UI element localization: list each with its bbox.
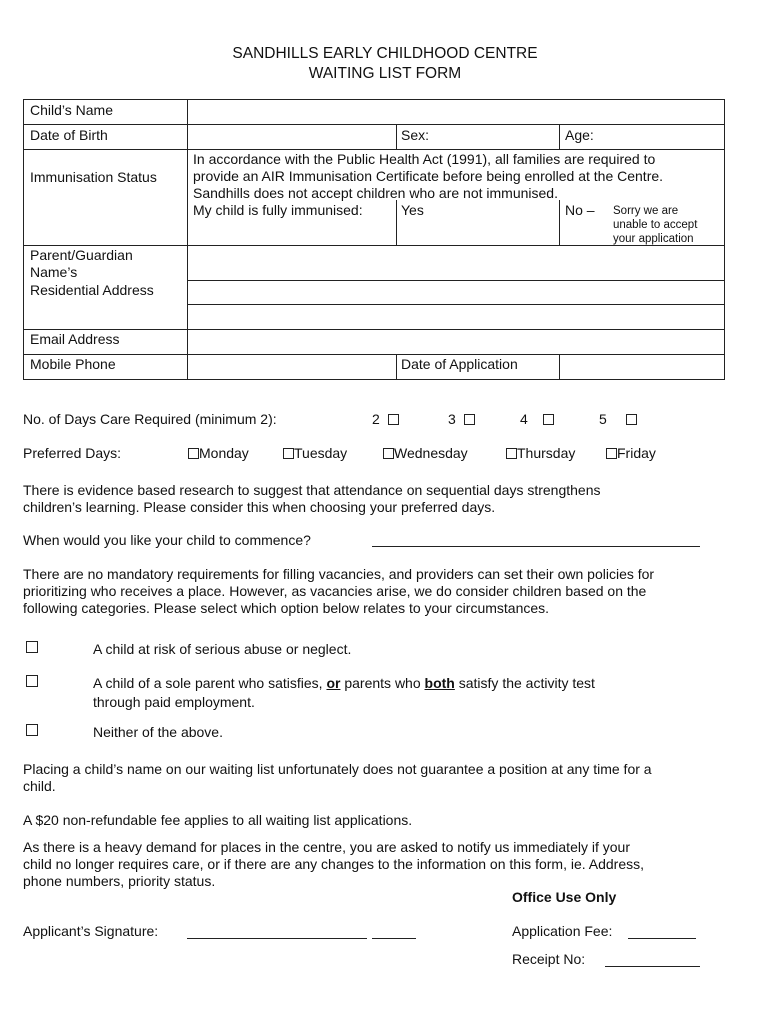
- sex-label: Sex:: [401, 127, 430, 143]
- sorry-text-3: your application: [613, 233, 694, 245]
- checkbox-icon: [388, 414, 399, 425]
- date-of-birth-label: Date of Birth: [30, 127, 108, 143]
- age-label: Age:: [565, 127, 594, 143]
- mobile-phone-field[interactable]: [188, 355, 396, 379]
- immunised-yes-option[interactable]: Yes: [401, 202, 424, 218]
- category-2-checkbox[interactable]: [26, 673, 38, 689]
- vacancies-text-line-2: prioritizing who receives a place. However, as vacancies arise, we do consider children based on the: [23, 583, 647, 599]
- immunisation-text-1: In accordance with the Public Health Act (1991), all families are required to: [193, 151, 656, 167]
- fully-immunised-label: My child is fully immunised:: [193, 202, 363, 218]
- category-2-label: A child of a sole parent who satisfies, or parents who both satisfy the activity test: [93, 675, 595, 691]
- demand-text-line-3: phone numbers, priority status.: [23, 873, 216, 889]
- parent-guardian-label-1: Parent/Guardian: [30, 247, 133, 263]
- checkbox-icon: [26, 641, 38, 653]
- receipt-no-label: Receipt No:: [512, 951, 586, 967]
- residential-address-label: Residential Address: [30, 282, 154, 298]
- preferred-day-thursday[interactable]: Thursday: [506, 445, 575, 461]
- immunisation-text-3: Sandhills does not accept children who are not immunised.: [193, 185, 558, 201]
- days-option-2[interactable]: 2: [372, 411, 399, 427]
- days-option-3[interactable]: 3: [448, 411, 475, 427]
- signature-date-field[interactable]: [372, 922, 416, 939]
- vacancies-text-line-1: There are no mandatory requirements for filling vacancies, and providers can set their own policies for: [23, 566, 655, 582]
- checkbox-icon: [506, 448, 517, 459]
- immunisation-text-2: provide an AIR Immunisation Certificate before being enrolled at the Centre.: [193, 168, 664, 184]
- checkbox-icon: [383, 448, 394, 459]
- days-care-label: No. of Days Care Required (minimum 2):: [23, 411, 277, 427]
- application-fee-field[interactable]: [628, 922, 696, 939]
- guarantee-text-line-2: child.: [23, 778, 56, 794]
- residential-address-field[interactable]: [188, 281, 724, 329]
- preferred-day-tuesday[interactable]: Tuesday: [283, 445, 347, 461]
- days-option-4[interactable]: 4: [520, 411, 554, 427]
- checkbox-icon: [543, 414, 554, 425]
- sorry-text-1: Sorry we are: [613, 205, 679, 217]
- preferred-day-wednesday[interactable]: Wednesday: [383, 445, 468, 461]
- days-option-5[interactable]: 5: [599, 411, 637, 427]
- form-title-line-2: WAITING LIST FORM: [308, 65, 462, 82]
- emphasis-both: both: [424, 675, 455, 691]
- sorry-text-2: unable to accept: [613, 219, 698, 231]
- demand-text-line-2: child no longer requires care, or if there are any changes to the information on this form, ie. Address,: [23, 856, 644, 872]
- preferred-day-monday[interactable]: Monday: [188, 445, 249, 461]
- signature-field[interactable]: [187, 922, 367, 939]
- signature-label: Applicant’s Signature:: [23, 923, 159, 939]
- immunised-no-option[interactable]: No –: [565, 202, 595, 218]
- parent-guardian-field[interactable]: [188, 246, 724, 280]
- checkbox-icon: [464, 414, 475, 425]
- emphasis-or: or: [326, 675, 341, 691]
- commence-label: When would you like your child to commence?: [23, 532, 311, 548]
- email-address-field[interactable]: [188, 330, 724, 354]
- date-of-application-field[interactable]: [560, 355, 724, 379]
- office-use-title: Office Use Only: [512, 889, 617, 905]
- preferred-days-label: Preferred Days:: [23, 445, 122, 461]
- checkbox-icon: [283, 448, 294, 459]
- demand-text-line-1: As there is a heavy demand for places in the centre, you are asked to notify us immediately if your: [23, 839, 630, 855]
- commence-date-field[interactable]: [372, 530, 700, 547]
- category-1-checkbox[interactable]: [26, 639, 38, 655]
- category-3-checkbox[interactable]: [26, 722, 38, 738]
- research-text-line-2: children’s learning. Please consider this when choosing your preferred days.: [23, 499, 496, 515]
- category-1-label: A child at risk of serious abuse or neglect.: [93, 641, 352, 657]
- date-of-application-label: Date of Application: [401, 356, 518, 372]
- checkbox-icon: [626, 414, 637, 425]
- category-2-label-line-2: through paid employment.: [93, 694, 255, 710]
- application-fee-label: Application Fee:: [512, 923, 613, 939]
- category-3-label: Neither of the above.: [93, 724, 223, 740]
- childs-name-label: Child’s Name: [30, 102, 113, 118]
- checkbox-icon: [606, 448, 617, 459]
- checkbox-icon: [26, 675, 38, 687]
- form-title-line-1: SANDHILLS EARLY CHILDHOOD CENTRE: [232, 45, 538, 62]
- checkbox-icon: [26, 724, 38, 736]
- immunisation-status-label: Immunisation Status: [30, 169, 157, 185]
- mobile-phone-label: Mobile Phone: [30, 356, 116, 372]
- details-table: [23, 99, 725, 380]
- fee-text: A $20 non-refundable fee applies to all waiting list applications.: [23, 812, 413, 828]
- parent-guardian-label-2: Name’s: [30, 264, 78, 280]
- checkbox-icon: [188, 448, 199, 459]
- date-of-birth-field[interactable]: [188, 125, 396, 149]
- vacancies-text-line-3: following categories. Please select which option below relates to your circumstances.: [23, 600, 550, 616]
- email-address-label: Email Address: [30, 331, 120, 347]
- preferred-day-friday[interactable]: Friday: [606, 445, 656, 461]
- childs-name-field[interactable]: [188, 100, 724, 124]
- guarantee-text-line-1: Placing a child’s name on our waiting list unfortunately does not guarantee a position at any time for a: [23, 761, 652, 777]
- receipt-no-field[interactable]: [605, 950, 700, 967]
- research-text-line-1: There is evidence based research to suggest that attendance on sequential days strengthens: [23, 482, 601, 498]
